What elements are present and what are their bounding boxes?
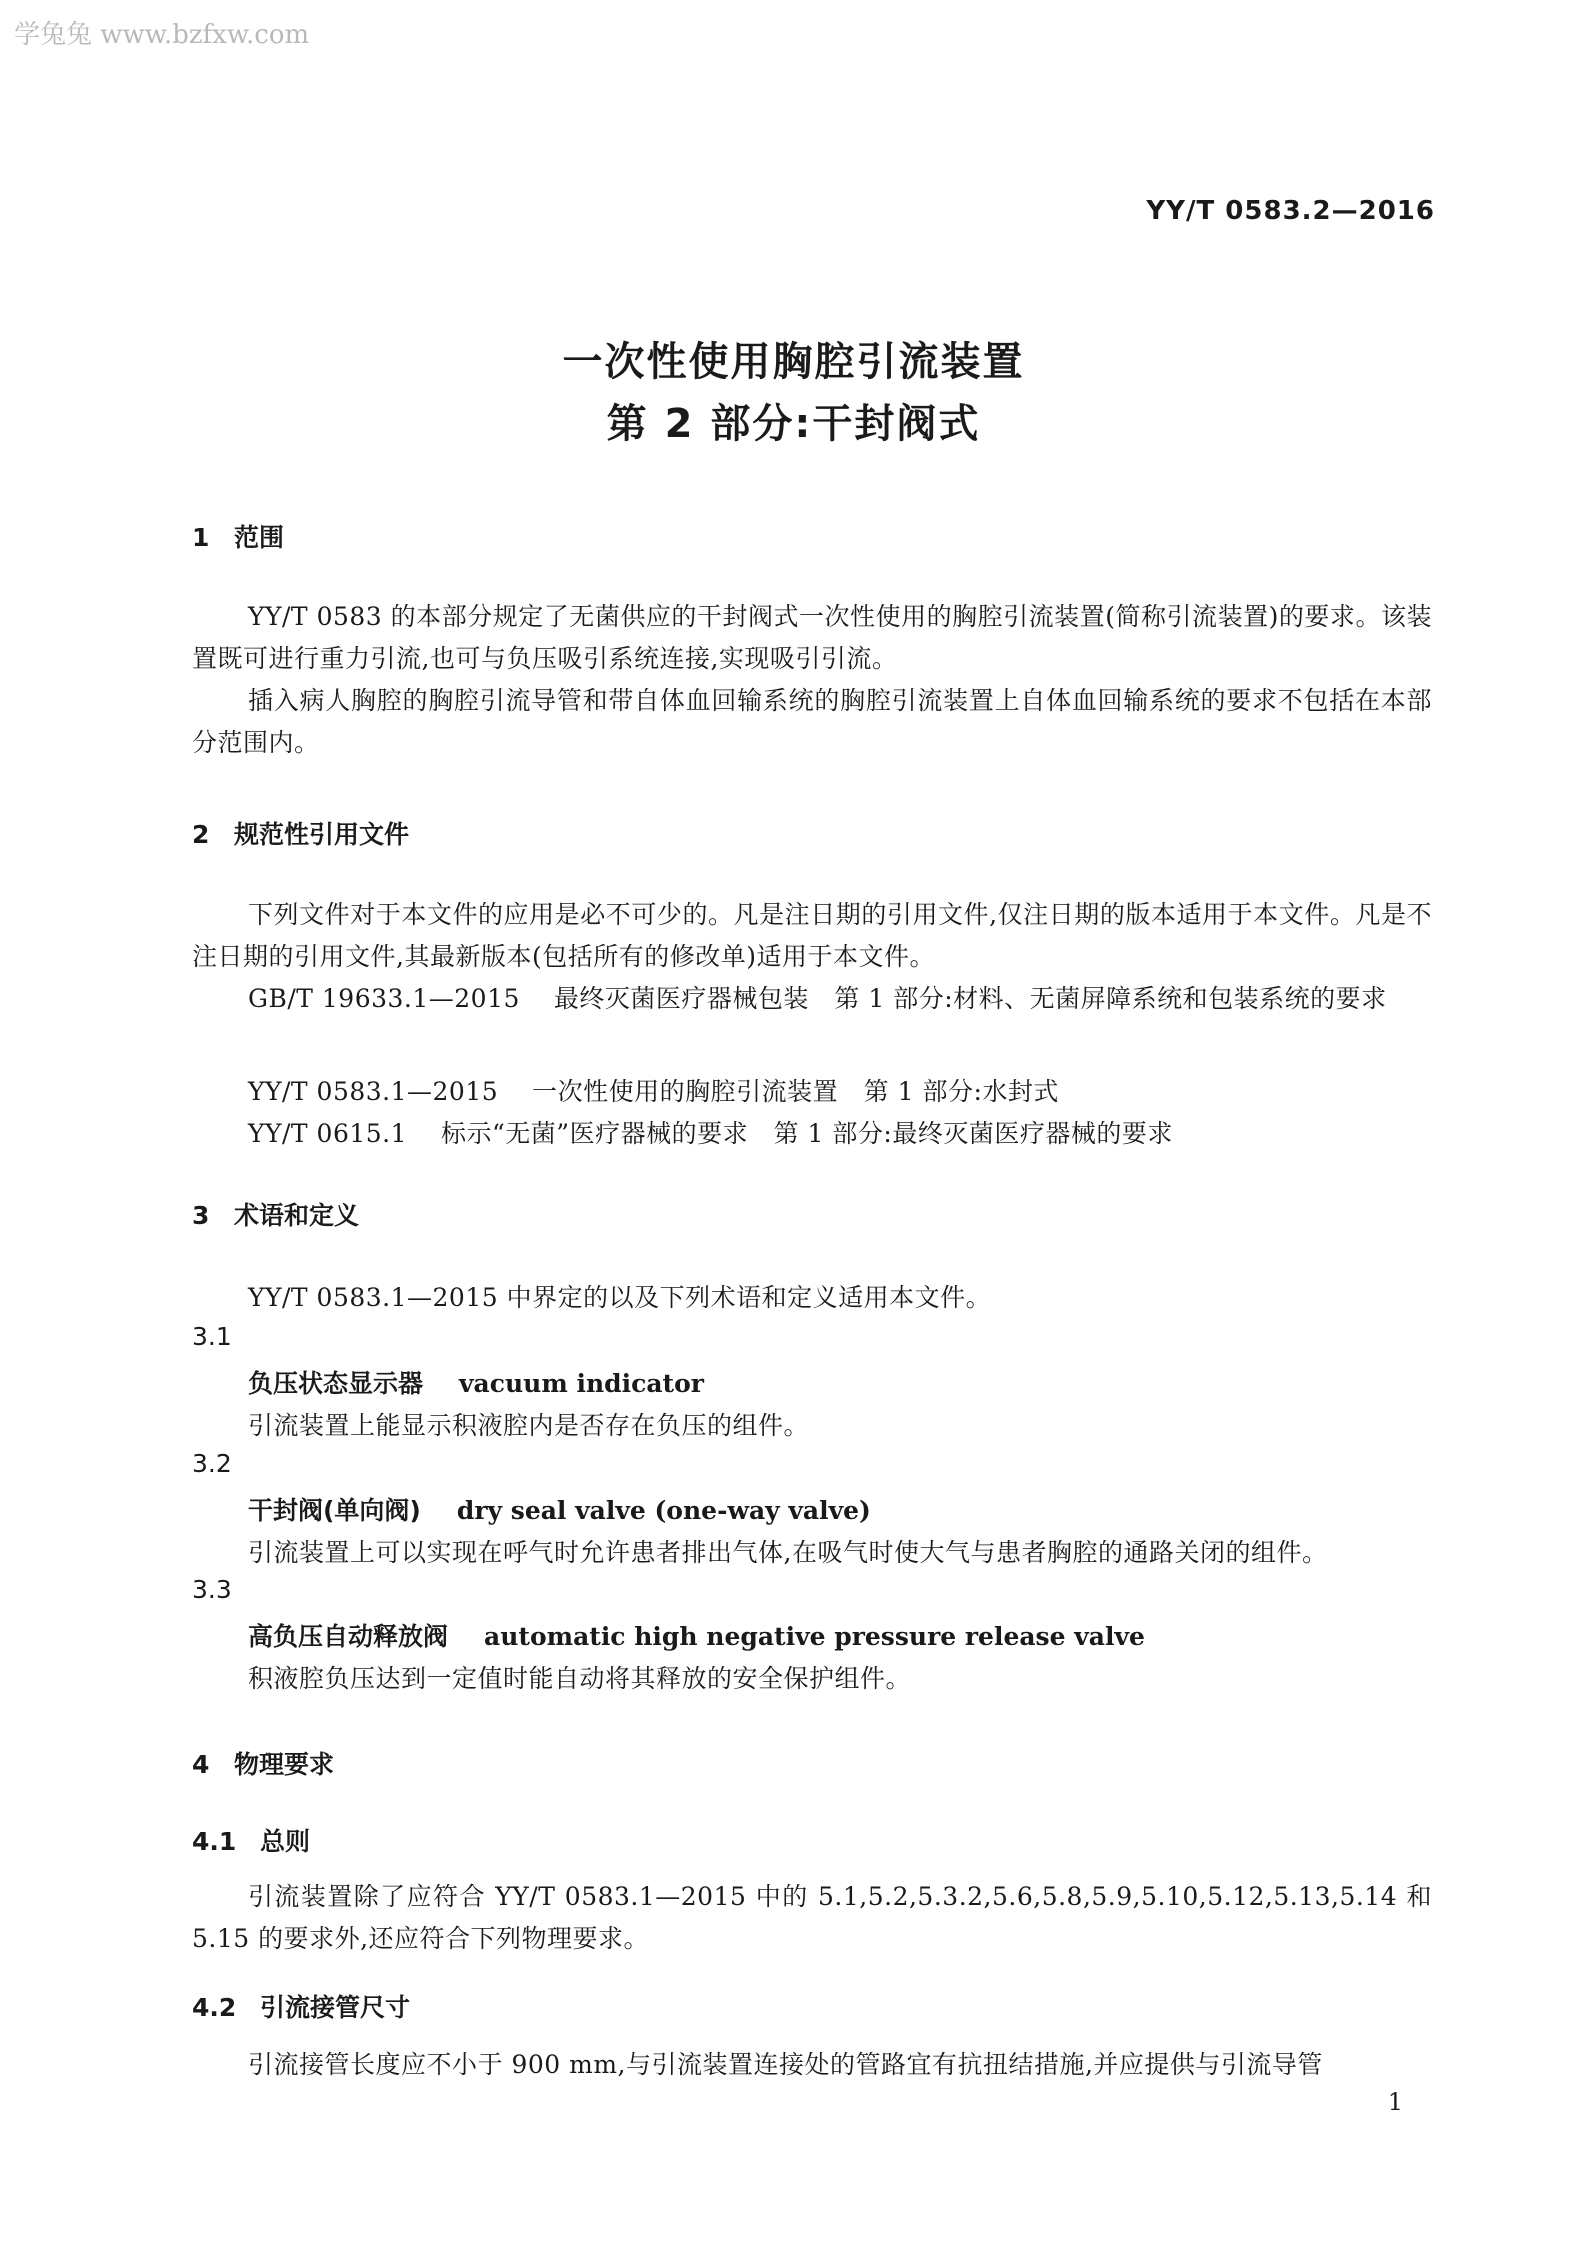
document-title: 一次性使用胸腔引流装置 (562, 339, 1025, 385)
term-definition: 积液腔负压达到一定值时能自动将其释放的安全保护组件。 (248, 1664, 912, 1693)
section-number: 3 (192, 1201, 210, 1230)
term-en: dry seal valve (one-way valve) (456, 1496, 871, 1525)
reference-code: GB/T 19633.1—2015 (248, 984, 520, 1013)
section-number: 2 (192, 820, 210, 849)
term-definition: 引流装置上可以实现在呼气时允许患者排出气体,在吸气时使大气与患者胸腔的通路关闭的组件。 (248, 1538, 1328, 1567)
reference-item (248, 1072, 1059, 1108)
section-1-paragraph-2: 插入病人胸腔的胸腔引流导管和带自体血回输系统的胸腔引流装置上自体血回输系统的要求不包括在本部分范围内。 (192, 686, 1432, 757)
subsection-4-1-paragraph: 引流装置除了应符合 YY/T 0583.1—2015 中的 5.1,5.2,5.3.2,5.6,5.8,5.9,5.10,5.12,5.13,5.14 和 5.15 的要求外,还应符合下列物理要求。 (192, 1882, 1432, 1953)
term-number: 3.2 (192, 1449, 232, 1478)
subsection-number: 4.2 (192, 1993, 237, 2022)
reference-title: 最终灭菌医疗器械包装 第 1 部分:材料、无菌屏障系统和包装系统的要求 (553, 984, 1387, 1013)
term-heading (248, 1364, 704, 1400)
subsection-4-2-heading (192, 1988, 410, 2024)
term-number: 3.1 (192, 1322, 232, 1351)
section-2-paragraph-1: 下列文件对于本文件的应用是必不可少的。凡是注日期的引用文件,仅注日期的版本适用于本文件。凡是不注日期的引用文件,其最新版本(包括所有的修改单)适用于本文件。 (192, 900, 1432, 971)
document-subtitle: 第 2 部分:干封阀式 (606, 401, 981, 447)
term-en: vacuum indicator (459, 1369, 704, 1398)
term-heading (248, 1617, 1145, 1653)
term-en: automatic high negative pressure release valve (484, 1622, 1145, 1651)
page-number: 1 (1387, 2088, 1403, 2116)
term-heading (248, 1491, 871, 1527)
section-3-heading (192, 1196, 359, 1232)
subsection-title: 总则 (260, 1827, 311, 1856)
reference-title: 标示“无菌”医疗器械的要求 第 1 部分:最终灭菌医疗器械的要求 (441, 1119, 1173, 1148)
reference-item (192, 978, 1432, 1020)
subsection-title: 引流接管尺寸 (260, 1993, 411, 2022)
section-1-paragraph-1: YY/T 0583 的本部分规定了无菌供应的干封阀式一次性使用的胸腔引流装置(简称引流装置)的要求。该装置既可进行重力引流,也可与负压吸引系统连接,实现吸引引流。 (192, 602, 1432, 673)
standard-number: YY/T 0583.2—2016 (1146, 196, 1435, 226)
term-zh: 高负压自动释放阀 (248, 1622, 449, 1651)
reference-code: YY/T 0615.1 (248, 1119, 408, 1148)
term-zh: 负压状态显示器 (248, 1369, 424, 1398)
section-title: 规范性引用文件 (234, 820, 410, 849)
section-title: 物理要求 (234, 1750, 335, 1779)
section-number: 4 (192, 1750, 210, 1779)
section-2-heading (192, 815, 409, 851)
reference-title: 一次性使用的胸腔引流装置 第 1 部分:水封式 (532, 1077, 1059, 1106)
reference-item (248, 1114, 1173, 1150)
section-title: 术语和定义 (234, 1201, 360, 1230)
term-number: 3.3 (192, 1575, 232, 1604)
section-number: 1 (192, 523, 210, 552)
section-title: 范围 (234, 523, 285, 552)
subsection-number: 4.1 (192, 1827, 237, 1856)
term-definition: 引流装置上能显示积液腔内是否存在负压的组件。 (248, 1411, 810, 1440)
subsection-4-2-paragraph: 引流接管长度应不小于 900 mm,与引流装置连接处的管路宜有抗扭结措施,并应提供与引流导管 (248, 2050, 1323, 2079)
subsection-4-1-heading (192, 1822, 310, 1858)
term-zh: 干封阀(单向阀) (248, 1496, 421, 1525)
section-3-paragraph-1: YY/T 0583.1—2015 中界定的以及下列术语和定义适用本文件。 (248, 1283, 992, 1312)
section-1-heading (192, 518, 284, 554)
watermark: 学兔兔 www.bzfxw.com (14, 20, 310, 50)
reference-code: YY/T 0583.1—2015 (248, 1077, 499, 1106)
section-4-heading (192, 1745, 334, 1781)
